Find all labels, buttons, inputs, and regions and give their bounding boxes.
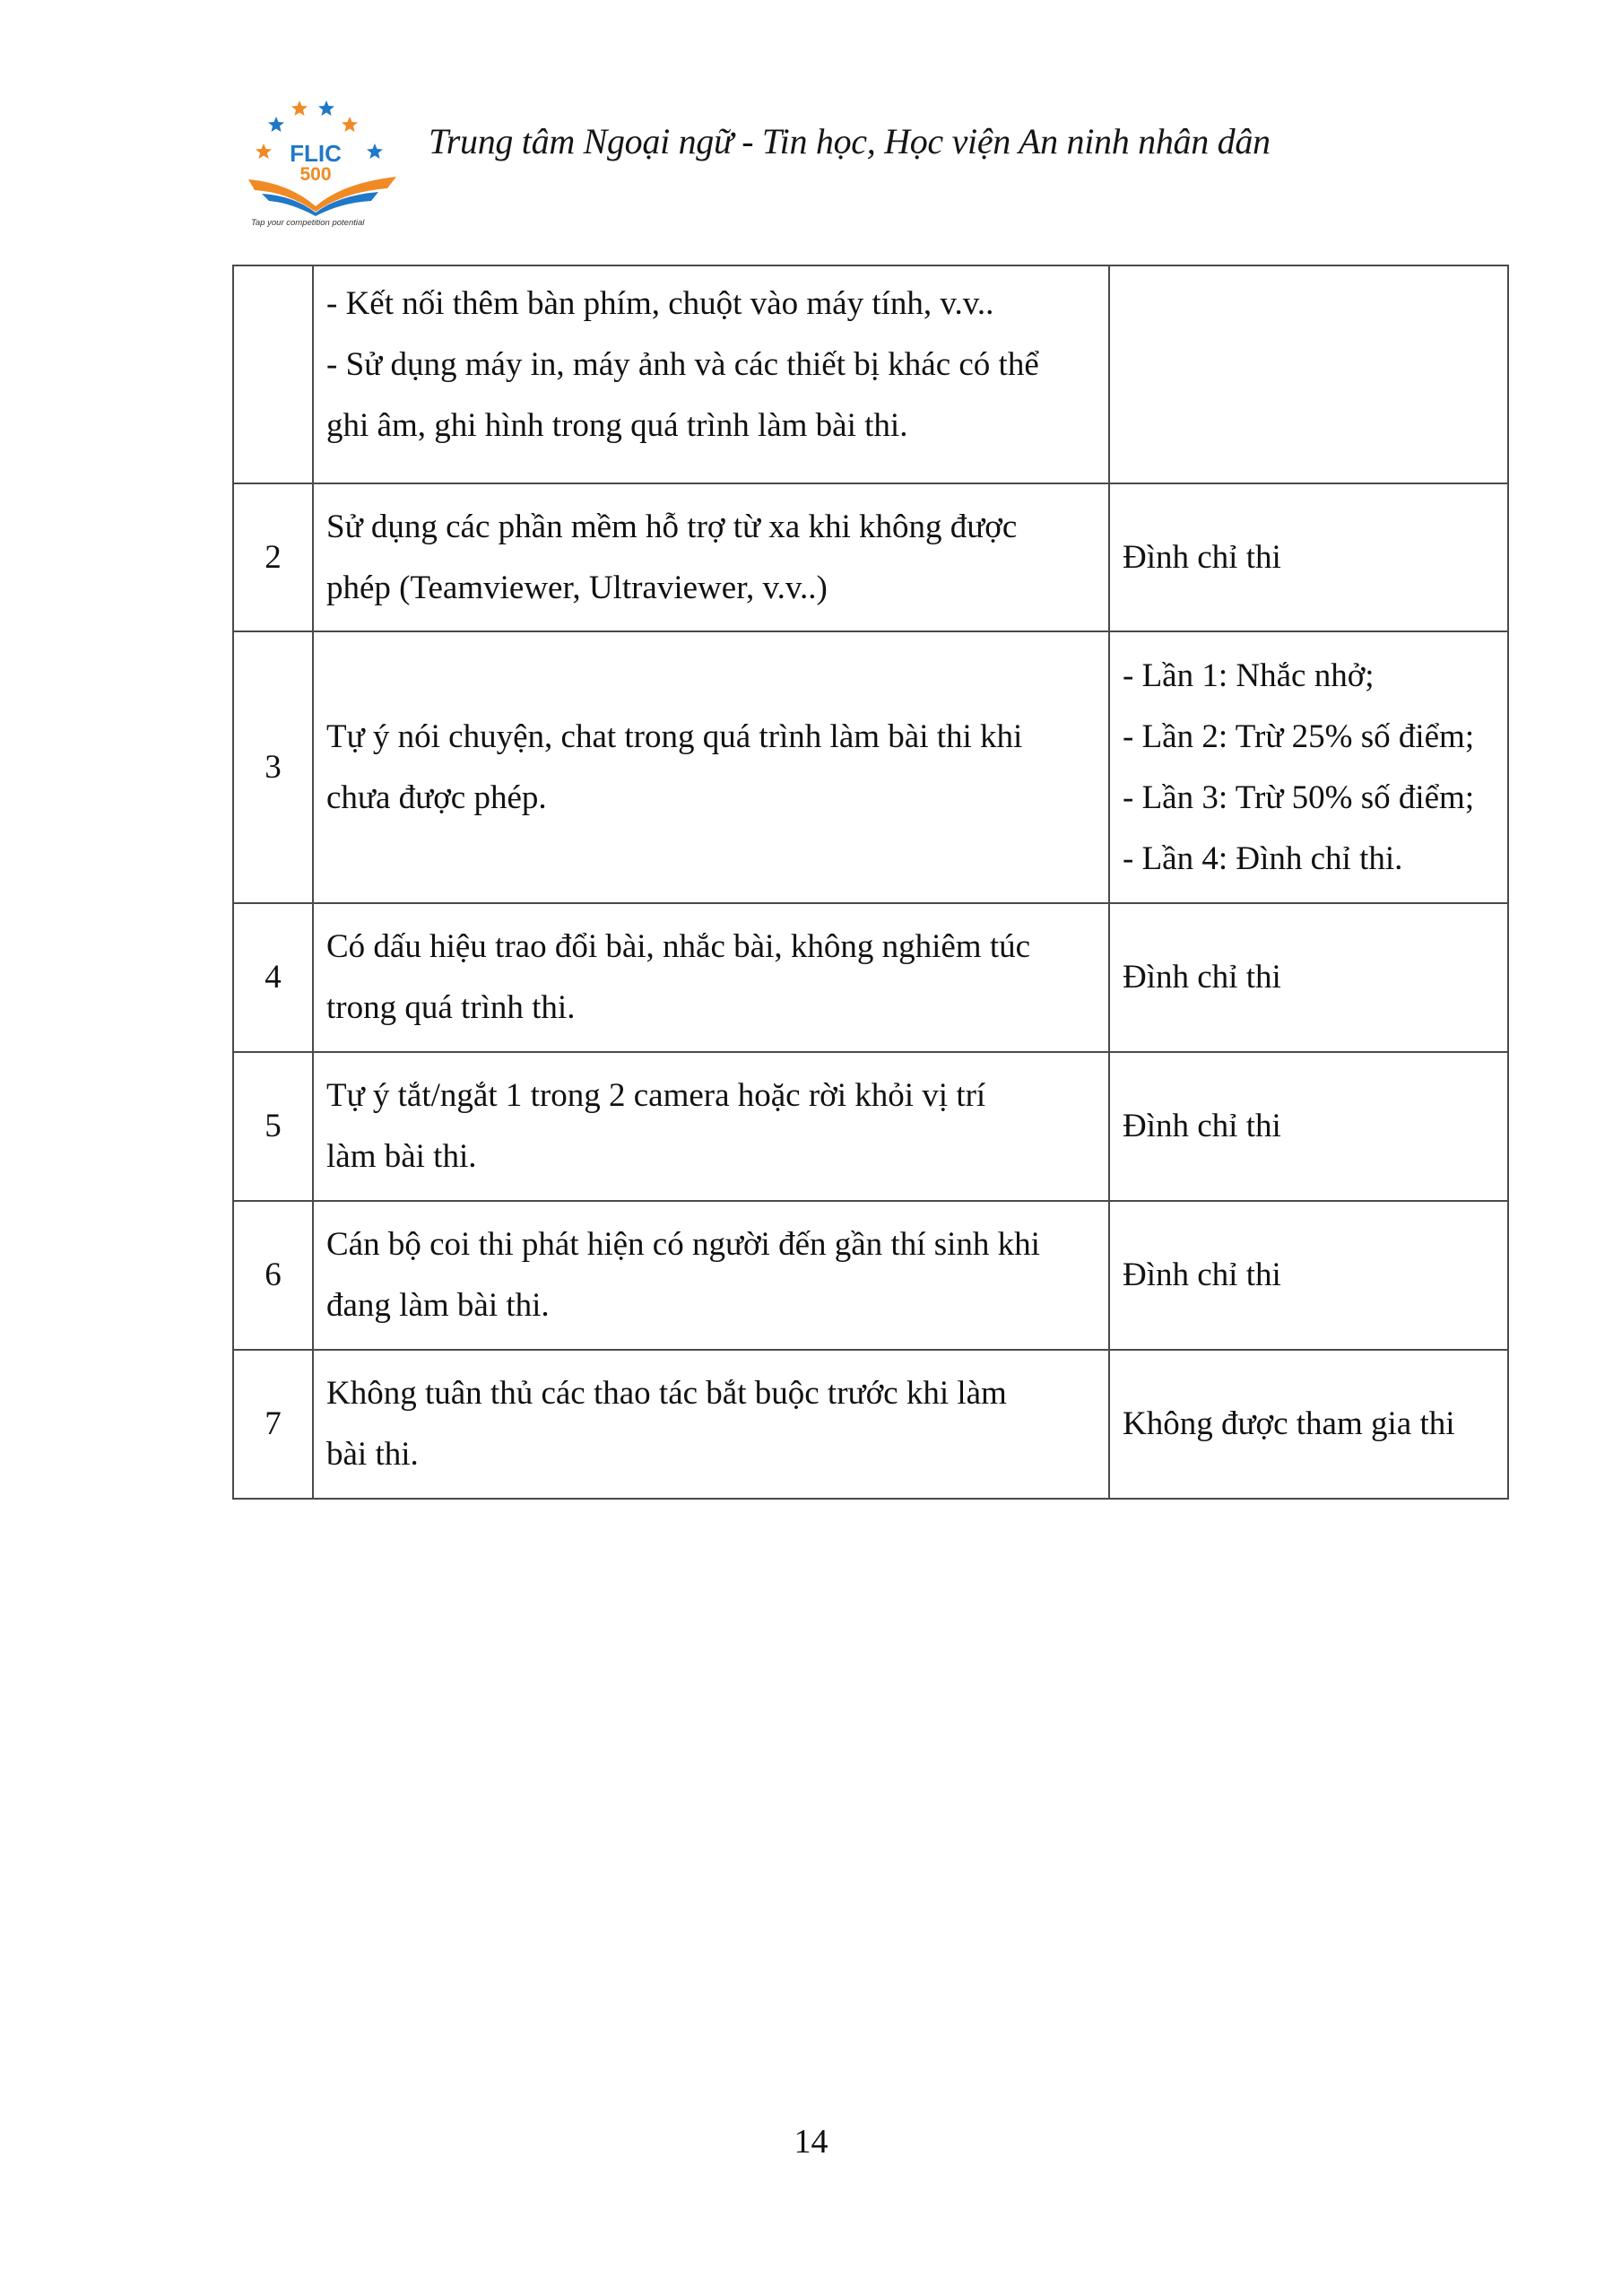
logo-flic-text: FLIC xyxy=(290,140,342,167)
table-row xyxy=(233,1052,1508,1201)
flic-500-logo xyxy=(244,90,405,233)
penalty-line: Đình chỉ thi xyxy=(1123,959,1281,996)
violation-description xyxy=(313,903,1109,1052)
table-row xyxy=(233,1350,1508,1499)
penalty-line: - Lần 3: Trừ 50% số điểm; xyxy=(1123,778,1475,816)
row-number: 2 xyxy=(233,483,313,631)
penalty-line: Đình chỉ thi xyxy=(1123,538,1281,576)
description-line: đang làm bài thi. xyxy=(326,1287,550,1324)
description-line: ghi âm, ghi hình trong quá trình làm bài thi. xyxy=(326,407,908,444)
table-row xyxy=(233,631,1508,903)
description-line: Sử dụng các phần mềm hỗ trợ từ xa khi không được xyxy=(326,508,1018,545)
row-number: 4 xyxy=(233,903,313,1052)
logo-tagline: Tap your competition potential xyxy=(251,218,365,228)
penalty-line: - Lần 4: Đình chỉ thi. xyxy=(1123,839,1403,877)
penalty xyxy=(1109,631,1508,903)
penalty xyxy=(1109,1052,1508,1201)
penalty-line: Đình chỉ thi xyxy=(1123,1108,1281,1144)
page-number: 14 xyxy=(794,2123,828,2161)
penalty xyxy=(1109,483,1508,631)
row-number: 3 xyxy=(233,631,313,903)
penalty xyxy=(1109,265,1508,483)
table-row xyxy=(233,903,1508,1052)
description-line: trong quá trình thi. xyxy=(326,989,576,1026)
penalty-line: Đình chỉ thi xyxy=(1123,1257,1281,1293)
penalty xyxy=(1109,1201,1508,1350)
violation-description xyxy=(313,265,1109,483)
description-line: phép (Teamviewer, Ultraviewer, v.v..) xyxy=(326,569,828,606)
row-number: 7 xyxy=(233,1350,313,1499)
description-line: Có dấu hiệu trao đổi bài, nhắc bài, không nghiêm túc xyxy=(326,928,1031,965)
description-line: Tự ý nói chuyện, chat trong quá trình làm bài thi khi xyxy=(326,718,1023,755)
row-number: 5 xyxy=(233,1052,313,1201)
table-row xyxy=(233,265,1508,483)
violation-table xyxy=(232,265,1509,1500)
penalty xyxy=(1109,903,1508,1052)
violation-description xyxy=(313,483,1109,631)
penalty xyxy=(1109,1350,1508,1499)
logo-500-text: 500 xyxy=(299,164,332,185)
row-number: 6 xyxy=(233,1201,313,1350)
description-line: - Kết nối thêm bàn phím, chuột vào máy tính, v.v.. xyxy=(326,285,994,322)
description-line: chưa được phép. xyxy=(326,778,547,816)
row-number xyxy=(233,265,313,483)
description-line: Tự ý tắt/ngắt 1 trong 2 camera hoặc rời khỏi vị trí xyxy=(326,1077,986,1114)
table-row xyxy=(233,483,1508,631)
description-line: làm bài thi. xyxy=(326,1138,477,1175)
violation-description xyxy=(313,631,1109,903)
violation-description xyxy=(313,1052,1109,1201)
table-row xyxy=(233,1201,1508,1350)
description-line: Không tuân thủ các thao tác bắt buộc trước khi làm xyxy=(326,1375,1007,1412)
violation-description xyxy=(313,1201,1109,1350)
penalty-line: Không được tham gia thi xyxy=(1123,1405,1455,1442)
description-line: - Sử dụng máy in, máy ảnh và các thiết bị khác có thể xyxy=(326,346,1039,383)
penalty-line: - Lần 1: Nhắc nhở; xyxy=(1123,657,1375,694)
penalty-line: - Lần 2: Trừ 25% số điểm; xyxy=(1123,718,1475,755)
header-title: Trung tâm Ngoại ngữ - Tin học, Học viện An ninh nhân dân xyxy=(429,121,1271,161)
violation-description xyxy=(313,1350,1109,1499)
description-line: Cán bộ coi thi phát hiện có người đến gần thí sinh khi xyxy=(326,1226,1040,1263)
description-line: bài thi. xyxy=(326,1436,419,1473)
